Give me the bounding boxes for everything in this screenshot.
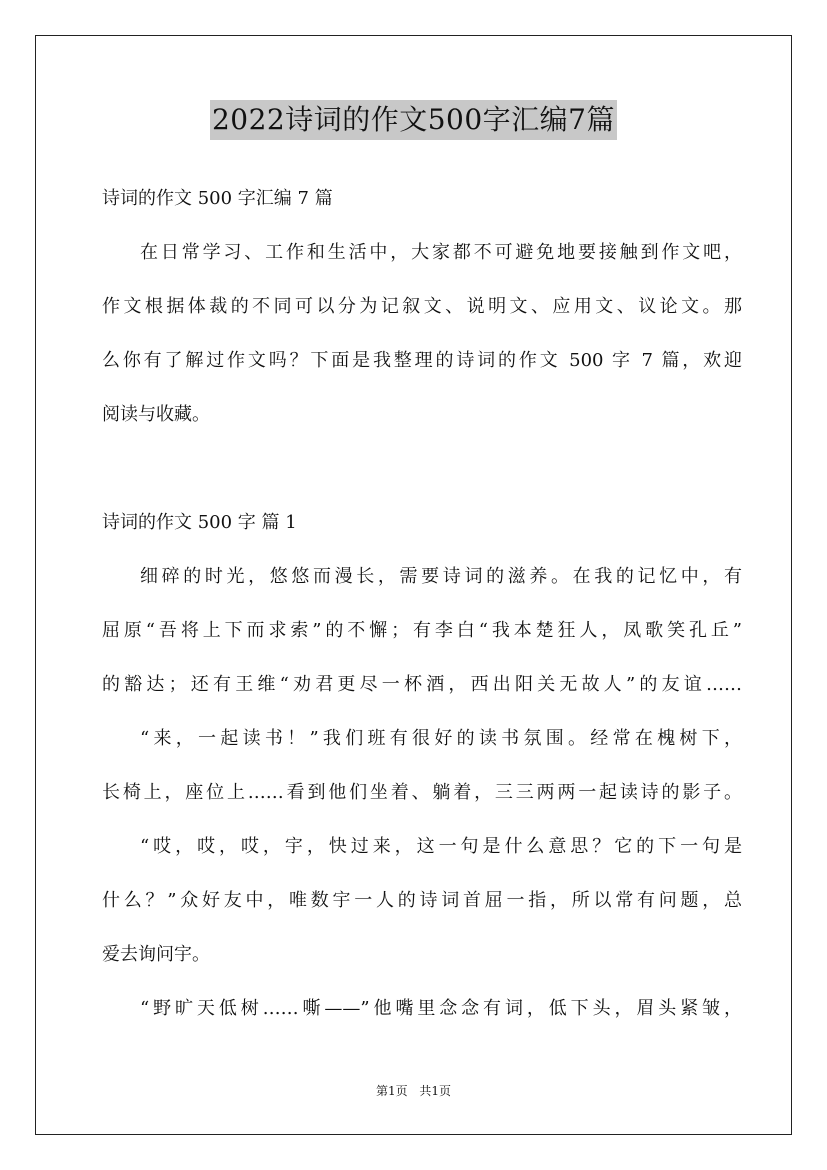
intro-line: 么你有了解过作文吗？下面是我整理的诗词的作文 500 字 7 篇，欢迎 (102, 350, 742, 371)
page-footer (0, 1082, 827, 1099)
paragraph-gap (102, 442, 742, 496)
section-heading: 诗词的作文 500 字 篇 1 (102, 512, 297, 533)
page-total: 共1页 (419, 1084, 452, 1098)
document-body (102, 172, 742, 1036)
body-line: 细碎的时光，悠悠而漫长，需要诗词的滋养。在我的记忆中，有 (140, 566, 742, 587)
document-title: 2022诗词的作文500字汇编7篇 (210, 100, 617, 140)
title-container (0, 100, 827, 140)
body-line: 什么？”众好友中，唯数宇一人的诗词首屈一指，所以常有问题，总 (102, 890, 742, 911)
body-line: 屈原“吾将上下而求索”的不懈；有李白“我本楚狂人，凤歌笑孔丘” (102, 620, 742, 641)
document-subtitle: 诗词的作文 500 字汇编 7 篇 (102, 188, 333, 209)
body-line: “哎，哎，哎，宇，快过来，这一句是什么意思？它的下一句是 (140, 836, 742, 857)
body-line: “来，一起读书！”我们班有很好的读书氛围。经常在槐树下， (140, 728, 742, 749)
intro-line: 作文根据体裁的不同可以分为记叙文、说明文、应用文、议论文。那 (102, 296, 742, 317)
intro-line: 阅读与收藏。 (102, 404, 210, 425)
body-line: “野旷天低树……嘶——”他嘴里念念有词，低下头，眉头紧皱， (140, 998, 742, 1019)
body-line: 长椅上，座位上……看到他们坐着、躺着，三三两两一起读诗的影子。 (102, 782, 742, 803)
body-line: 爱去询问宇。 (102, 944, 210, 965)
page-number: 第1页 (375, 1084, 408, 1098)
body-line: 的豁达；还有王维“劝君更尽一杯酒，西出阳关无故人”的友谊…… (102, 674, 742, 695)
intro-line: 在日常学习、工作和生活中，大家都不可避免地要接触到作文吧， (140, 242, 742, 263)
